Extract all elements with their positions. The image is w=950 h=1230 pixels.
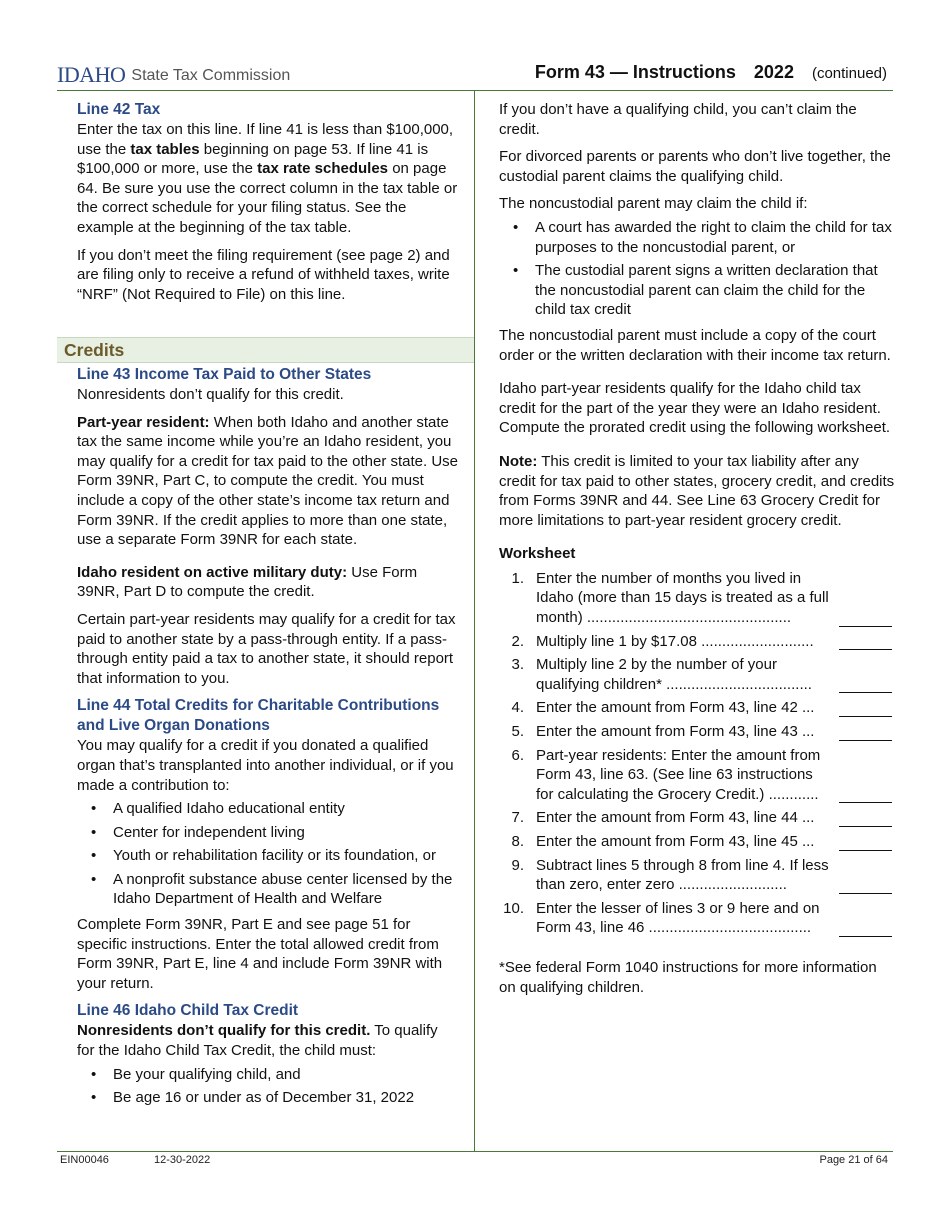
form-title: Form 43 — Instructions bbox=[534, 62, 736, 82]
no-qualifying-child: If you don’t have a qualifying child, you can’t claim the credit. bbox=[499, 101, 857, 138]
worksheet-row-number: 10. bbox=[503, 899, 524, 917]
worksheet-row bbox=[499, 832, 895, 852]
worksheet-row bbox=[499, 746, 895, 805]
line43-pass-through: Certain part-year residents may qualify for a credit for tax paid to another state by a pass-through entity. If a pass-through entity paid a tax to another state, it should report that information to you. bbox=[77, 610, 456, 687]
worksheet-list bbox=[499, 569, 895, 938]
line43-heading: Line 43 Income Tax Paid to Other States bbox=[77, 366, 372, 383]
worksheet-row-number: 5. bbox=[511, 723, 524, 741]
worksheet-entry-field[interactable] bbox=[839, 893, 892, 894]
footer-date: 12-30-2022 bbox=[154, 1154, 211, 1166]
worksheet-row-number: 6. bbox=[511, 746, 524, 764]
logo-agency-name: State Tax Commission bbox=[131, 67, 291, 84]
line44-intro: You may qualify for a credit if you donated a qualified organ that’s transplanted into another individual, or if you made a contribution to: bbox=[77, 737, 454, 794]
line42-nrf-paragraph: If you don’t meet the filing requirement (see page 2) and are filing only to receive a refund of withheld taxes, write “NRF” (Not Required to File) on this line. bbox=[77, 246, 450, 303]
list-item: • A nonprofit substance abuse center licensed by the Idaho Department of Health and Welfare bbox=[91, 870, 459, 909]
header-rule bbox=[57, 90, 893, 91]
worksheet-row bbox=[499, 655, 895, 694]
worksheet-row-text: Enter the amount from Form 43, line 42 ... bbox=[536, 699, 815, 717]
list-item: • The custodial parent signs a written declaration that the noncustodial parent can claim the child for the child tax credit bbox=[513, 261, 895, 320]
worksheet-row bbox=[499, 808, 895, 828]
list-item: • Be age 16 or under as of December 31, 2022 bbox=[91, 1088, 459, 1108]
line42-heading: Line 42 Tax bbox=[77, 101, 161, 118]
list-item: • Youth or rehabilitation facility or its foundation, or bbox=[91, 846, 459, 866]
noncustodial-copy: The noncustodial parent must include a copy of the court order or the written declaration with their income tax return. bbox=[499, 326, 891, 364]
worksheet-row-text: Enter the lesser of lines 3 or 9 here and on Form 43, line 46 ....................................... bbox=[536, 899, 820, 937]
worksheet-entry-field[interactable] bbox=[839, 740, 892, 741]
footer-page-number: Page 21 of 64 bbox=[819, 1154, 888, 1166]
line46-intro: Nonresidents don’t qualify for this credit. To qualify for the Idaho Child Tax Credit, the child must: bbox=[77, 1022, 438, 1060]
worksheet-entry-field[interactable] bbox=[839, 649, 892, 650]
footer-rule bbox=[57, 1151, 893, 1152]
left-column bbox=[77, 100, 459, 312]
worksheet-row-number: 1. bbox=[511, 569, 524, 587]
list-item: • Be your qualifying child, and bbox=[91, 1065, 459, 1085]
list-item: • A qualified Idaho educational entity bbox=[91, 799, 459, 819]
divorced-parents: For divorced parents or parents who don’t live together, the custodial parent claims the qualifying child. bbox=[499, 148, 891, 185]
logo-wordmark: IDAHO bbox=[57, 62, 126, 87]
worksheet-entry-field[interactable] bbox=[839, 626, 892, 627]
line44-list bbox=[77, 799, 459, 909]
worksheet-entry-field[interactable] bbox=[839, 692, 892, 693]
worksheet-row bbox=[499, 698, 895, 718]
line43-nonresident: Nonresidents don’t qualify for this credit. bbox=[77, 386, 344, 403]
line44-heading: Line 44 Total Credits for Charitable Contributions and Live Organ Donations bbox=[77, 697, 440, 735]
idaho-logo bbox=[57, 62, 290, 86]
note-paragraph: Note: This credit is limited to your tax liability after any credit for tax paid to other states, grocery credit, and credits from Forms 39NR and 44. See Line 63 Grocery Credit for more limitations to part-year resident grocery credit. bbox=[499, 452, 895, 529]
credits-heading: Credits bbox=[64, 340, 125, 360]
worksheet-row-text: Part-year residents: Enter the amount from Form 43, line 63. (See line 63 instructions for calculating the Grocery Credit.) ............ bbox=[536, 746, 821, 803]
form-year: 2022 bbox=[753, 62, 794, 82]
worksheet-row-number: 7. bbox=[511, 809, 524, 827]
worksheet-entry-field[interactable] bbox=[839, 802, 892, 803]
continued-label: (continued) bbox=[811, 65, 887, 82]
worksheet-row-text: Multiply line 2 by the number of your qualifying children* ................................... bbox=[536, 656, 812, 693]
line43-part-year: Part-year resident: When both Idaho and another state tax the same income while you’re an Idaho resident, you may qualify for a credit for tax paid to the other state. Use Form 39NR, Part C, to compute the credit. You must include a copy of the other state’s income tax return and Form 39NR. If the credit applies to more than one state, use a separate Form 39NR for each state. bbox=[77, 413, 459, 549]
line43-military: Idaho resident on active military duty: Use Form 39NR, Part D to compute the credit. bbox=[77, 563, 418, 601]
worksheet-row-text: Subtract lines 5 through 8 from line 4. If less than zero, enter zero .......................... bbox=[536, 856, 829, 894]
credits-section-bar bbox=[57, 337, 474, 363]
worksheet-title: Worksheet bbox=[499, 545, 576, 563]
line46-list bbox=[77, 1065, 459, 1108]
column-divider bbox=[474, 91, 475, 1151]
worksheet-row bbox=[499, 632, 895, 652]
worksheet-row bbox=[499, 569, 895, 628]
right-column bbox=[499, 100, 895, 1005]
line44-instructions: Complete Form 39NR, Part E and see page 51 for specific instructions. Enter the total allowed credit from Form 39NR, Part E, line 4 and include Form 39NR with your return. bbox=[77, 916, 443, 992]
list-item: • A court has awarded the right to claim the child for tax purposes to the noncustodial parent, or bbox=[513, 218, 895, 257]
left-column-credits bbox=[77, 365, 459, 1114]
footnote: *See federal Form 1040 instructions for more information on qualifying children. bbox=[499, 958, 877, 996]
worksheet-row bbox=[499, 899, 895, 938]
line42-paragraph: Enter the tax on this line. If line 41 is less than $100,000, use the tax tables beginning on page 53. If line 41 is $100,000 or more, use the tax rate schedules on page 64. Be sure you use the correct column in the tax table or the correct schedule for your filing status. See the example at the beginning of the tax table. bbox=[77, 121, 458, 236]
footer-code: EIN00046 bbox=[60, 1154, 109, 1166]
worksheet-row-text: Multiply line 1 by $17.08 ........................... bbox=[536, 632, 814, 650]
page-header bbox=[535, 62, 887, 83]
worksheet-row-text: Enter the amount from Form 43, line 44 ... bbox=[536, 809, 815, 827]
worksheet-row-number: 4. bbox=[511, 699, 524, 717]
worksheet-row-text: Enter the number of months you lived in Idaho (more than 15 days is treated as a full month) ................................................. bbox=[536, 569, 829, 627]
part-year-paragraph: Idaho part-year residents qualify for the Idaho child tax credit for the part of the year they were an Idaho resident. Compute the prorated credit using the following worksheet. bbox=[499, 380, 891, 437]
worksheet-row-number: 9. bbox=[511, 856, 524, 874]
list-item: • Center for independent living bbox=[91, 823, 459, 843]
worksheet-row bbox=[499, 856, 895, 895]
worksheet-row-number: 2. bbox=[511, 632, 524, 650]
noncustodial-list bbox=[499, 218, 895, 320]
worksheet-entry-field[interactable] bbox=[839, 826, 892, 827]
worksheet-entry-field[interactable] bbox=[839, 716, 892, 717]
worksheet-row-text: Enter the amount from Form 43, line 43 ... bbox=[536, 723, 815, 741]
worksheet-row-number: 8. bbox=[511, 833, 524, 850]
worksheet-entry-field[interactable] bbox=[839, 850, 892, 851]
worksheet-entry-field[interactable] bbox=[839, 936, 892, 937]
worksheet-row bbox=[499, 722, 895, 742]
line46-heading: Line 46 Idaho Child Tax Credit bbox=[77, 1002, 299, 1020]
worksheet-row-text: Enter the amount from Form 43, line 45 ... bbox=[536, 833, 815, 850]
noncustodial-intro: The noncustodial parent may claim the child if: bbox=[499, 195, 808, 213]
worksheet-row-number: 3. bbox=[511, 656, 524, 674]
